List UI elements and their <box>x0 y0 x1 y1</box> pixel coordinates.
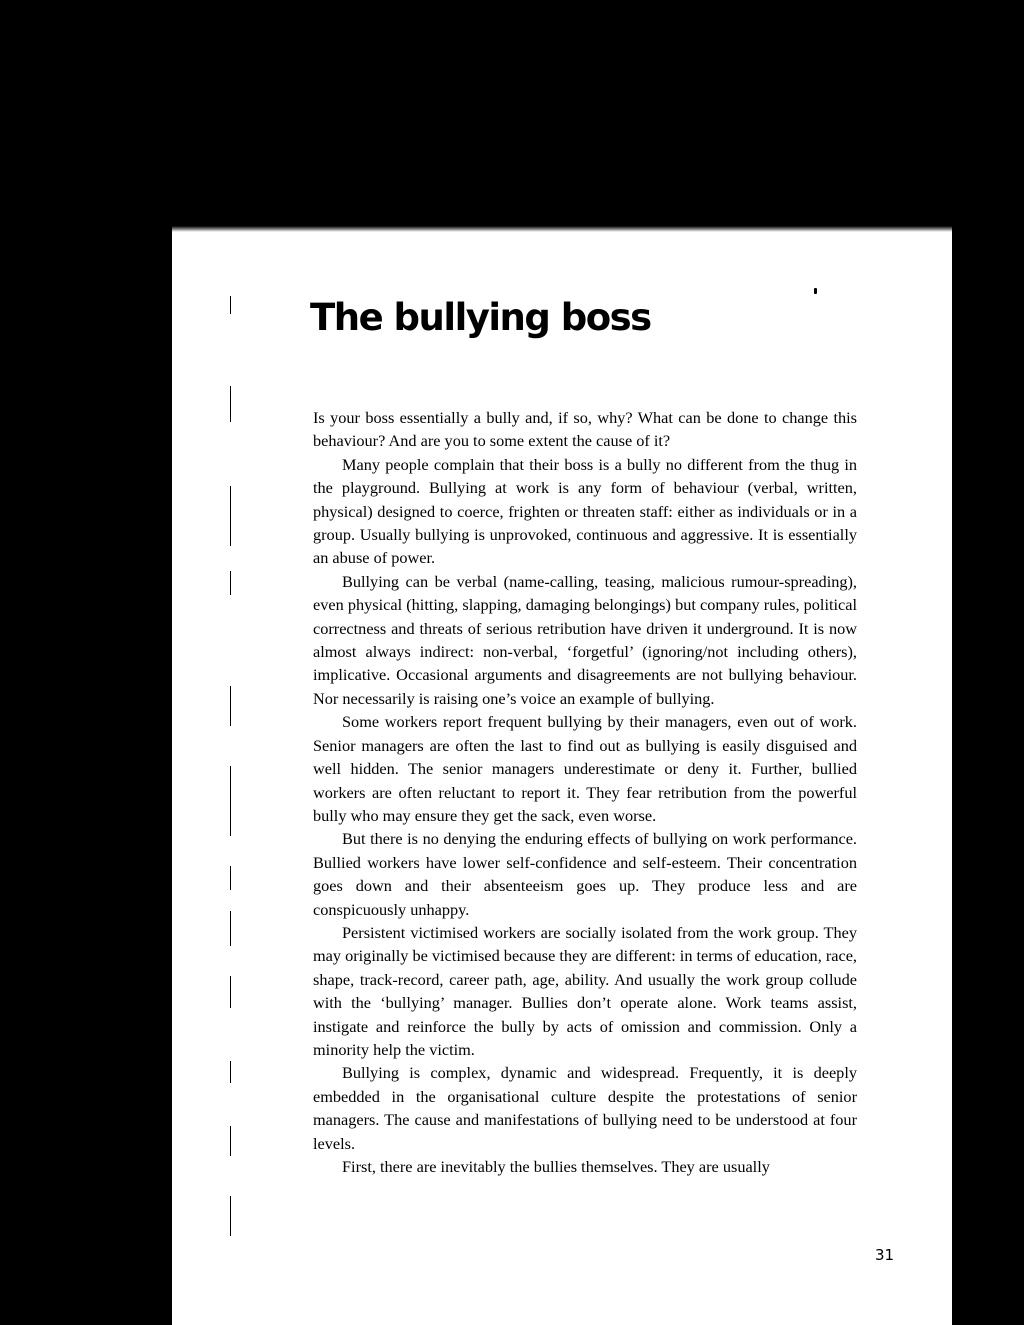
book-page <box>172 226 952 1325</box>
chapter-body <box>313 406 857 1178</box>
page-edge-shadow <box>172 226 952 232</box>
stray-mark <box>814 288 817 294</box>
margin-mark <box>230 486 231 546</box>
margin-mark <box>230 296 231 314</box>
paragraph: Some workers report frequent bullying by their managers, even out of work. Senior managers are often the last to find out as bullying is easily disguised and well hidden. The senior managers underestimate or deny it. Further, bullied workers are often reluctant to report it. They fear retribution from the powerful bully who may ensure they get the sack, even worse. <box>313 712 857 825</box>
paragraph: Bullying is complex, dynamic and widespread. Frequently, it is deeply embedded in the organisational culture despite the protestations of senior managers. The cause and manifestations of bullying need to be understood at four levels. <box>313 1063 857 1153</box>
margin-mark <box>230 386 231 422</box>
margin-mark <box>230 1061 231 1083</box>
margin-mark <box>230 571 231 595</box>
paragraph: Many people complain that their boss is a bully no different from the thug in the playground. Bullying at work is any form of behaviour (verbal, written, physical) designed to coerce, frighten or threaten staff: either as individuals or in a group. Usually bullying is unprovoked, continuous and aggressive. It is essentially an abuse of power. <box>313 454 857 568</box>
paragraph: Persistent victimised workers are socially isolated from the work group. They may originally be victimised because they are different: in terms of education, race, shape, track-record, career path, age, ability. And usually the work group collude with the ‘bullying’ manager. Bullies don’t operate alone. Work teams assist, instigate and reinforce the bully by acts of omission and commission. Only a minority help the victim. <box>313 922 858 1059</box>
chapter-title: The bullying boss <box>310 296 651 339</box>
margin-mark <box>230 866 231 890</box>
margin-mark <box>230 911 231 946</box>
paragraph: First, there are inevitably the bullies themselves. They are usually <box>342 1157 770 1176</box>
paragraph: Bullying can be verbal (name-calling, teasing, malicious rumour-spreading), even physical (hitting, slapping, damaging belongings) but company rules, political correctness and threats of serious retribution have driven it underground. It is now almost always indirect: non-verbal, ‘forgetful’ (ignoring/not including others), implicative. Occasional arguments and disagreements are not bullying behaviour. Nor necessarily is raising one’s voice an example of bullying. <box>313 571 857 708</box>
margin-mark <box>230 1126 231 1156</box>
margin-mark <box>230 686 231 726</box>
margin-mark <box>230 766 231 836</box>
page-number: 31 <box>875 1246 895 1264</box>
paragraph: But there is no denying the enduring effects of bullying on work performance. Bullied workers have lower self-confidence and self-esteem. Their concentration goes down and their absenteeism goes up. They produce less and are conspicuously unhappy. <box>313 829 857 919</box>
margin-mark <box>230 976 231 1008</box>
margin-mark <box>230 1196 231 1236</box>
paragraph: Is your boss essentially a bully and, if so, why? What can be done to change this behaviour? And are you to some extent the cause of it? <box>313 408 857 451</box>
